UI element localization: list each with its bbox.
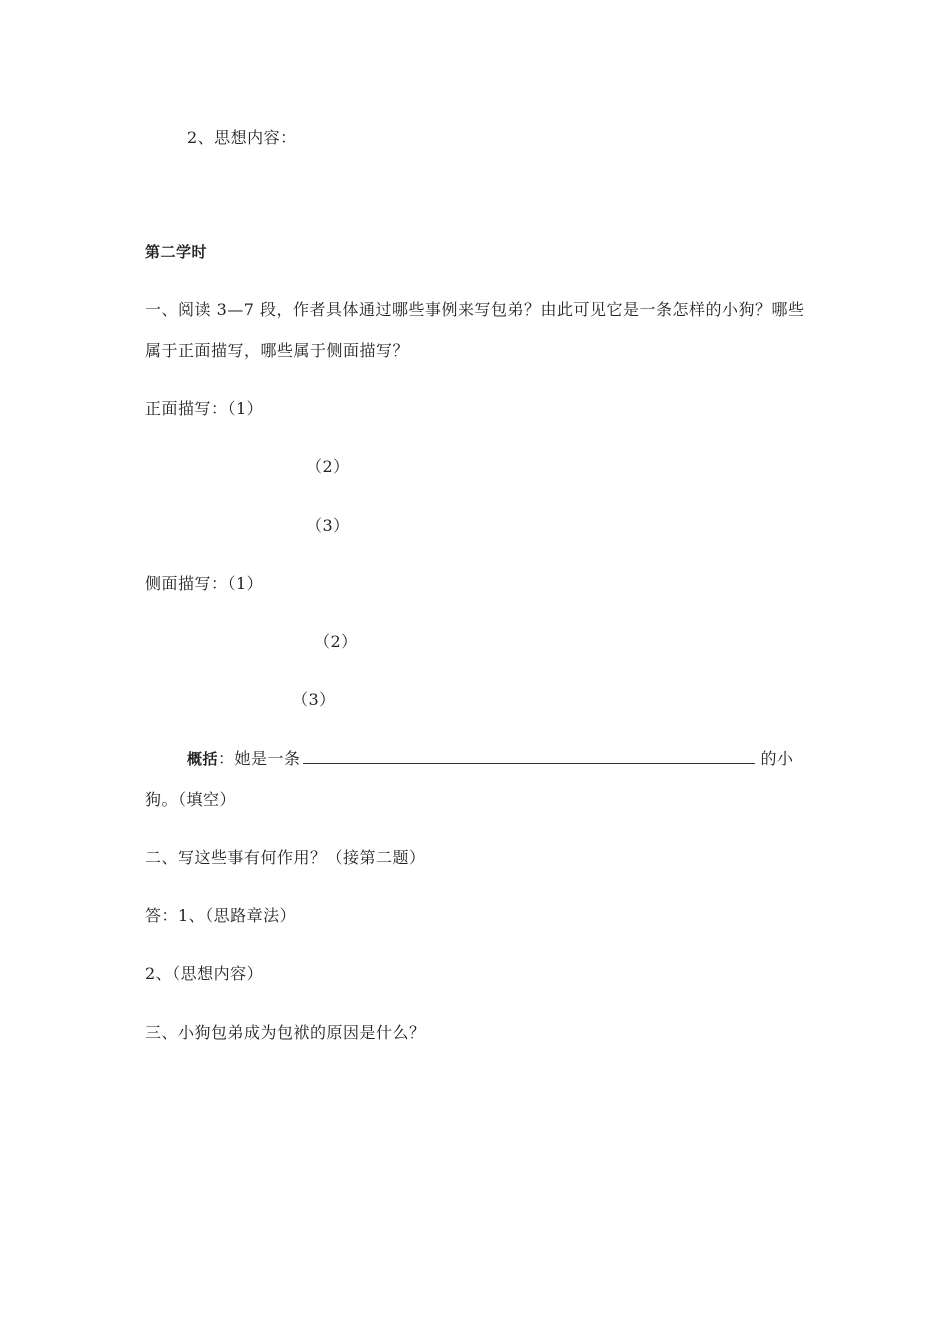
q2-answer-1: 答：1、（思路章法）	[145, 906, 297, 925]
q1-line-2: 属于正面描写，哪些属于侧面描写？	[145, 341, 410, 360]
summary-text: ：她是一条	[218, 749, 301, 768]
front-description-3: （3）	[306, 516, 350, 535]
q3-question: 三、小狗包弟成为包袱的原因是什么？	[145, 1023, 426, 1042]
lesson-title: 第二学时	[145, 243, 208, 261]
summary-line-2: 狗。（填空）	[145, 790, 237, 809]
summary-label: 概括	[187, 750, 219, 768]
prev-item-2: 2、思想内容：	[187, 128, 297, 147]
q1-line-1: 一、阅读 3—7 段，作者具体通过哪些事例来写包弟？由此可见它是一条怎样的小狗？哪些	[145, 300, 805, 319]
q2-question: 二、写这些事有何作用？（接第二题）	[145, 848, 426, 867]
side-description-2: （2）	[314, 632, 358, 651]
side-description-label: 侧面描写：（1）	[145, 574, 264, 593]
front-description-2: （2）	[306, 457, 350, 476]
summary-blank[interactable]	[303, 748, 755, 764]
side-description-3: （3）	[292, 690, 336, 709]
summary-line	[187, 748, 794, 769]
front-description-label: 正面描写：（1）	[145, 399, 264, 418]
q2-answer-2: 2、（思想内容）	[145, 964, 264, 983]
summary-end: 的小	[760, 749, 794, 768]
